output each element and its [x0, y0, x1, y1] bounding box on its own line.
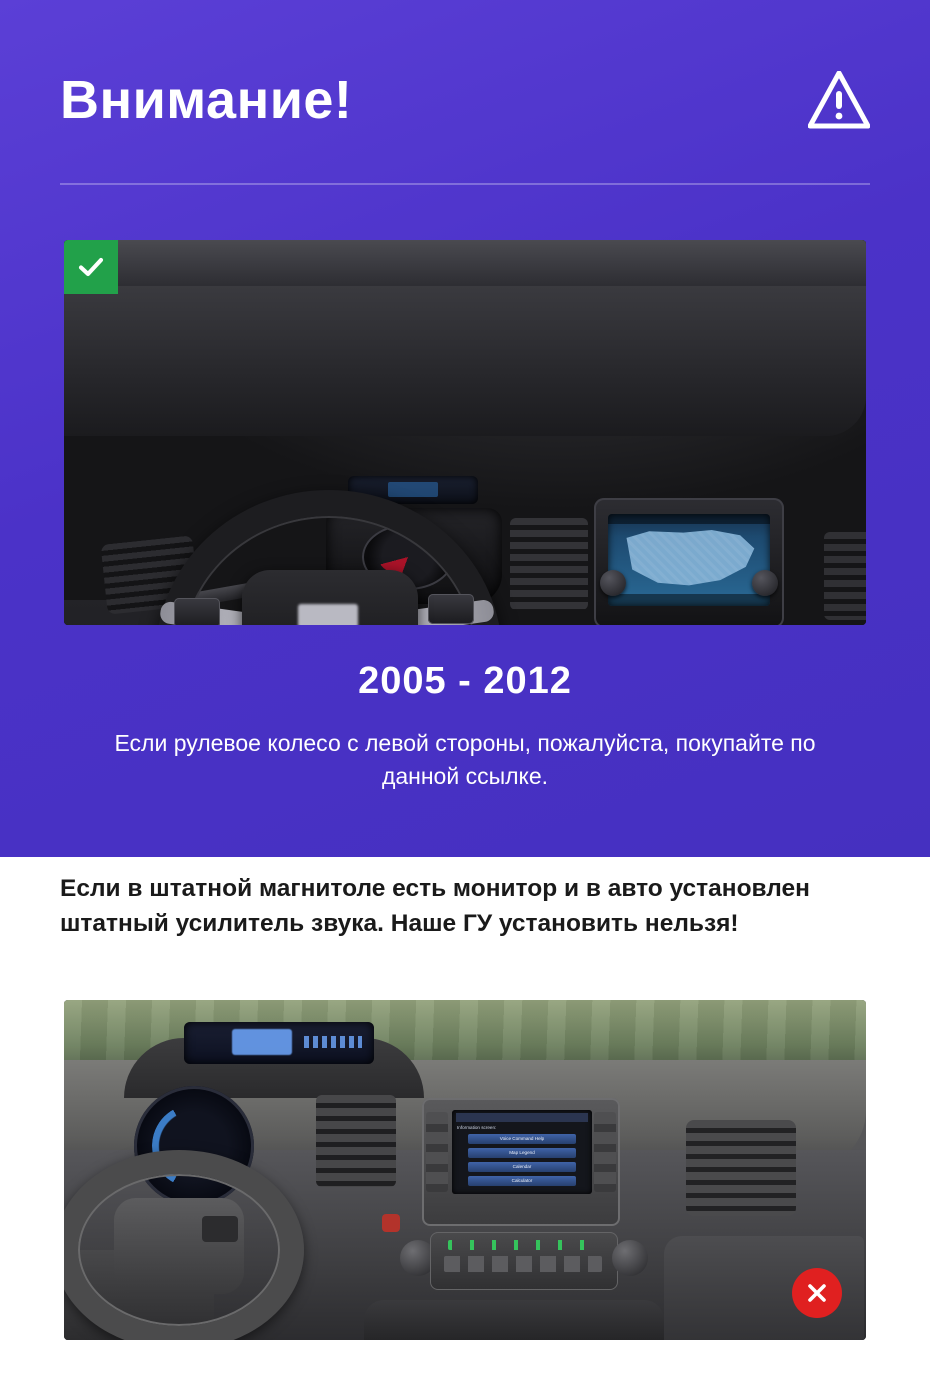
information-screen-row: Calendar	[468, 1162, 576, 1172]
head-unit-buttons-right	[594, 1112, 616, 1192]
air-vent-center-icon	[316, 1095, 396, 1187]
head-unit-knob-left	[600, 570, 626, 596]
factory-head-unit-with-monitor	[422, 1098, 620, 1226]
status-badge-not-allowed	[792, 1268, 842, 1318]
air-vent-center-icon	[510, 518, 588, 610]
information-screen-title: Information screen:	[457, 1125, 497, 1130]
brand-badge	[298, 604, 358, 625]
photo-incompatible-interior	[64, 1000, 866, 1340]
photo-correct-interior	[64, 240, 866, 625]
information-screen-row: Calculator	[468, 1176, 576, 1186]
steering-wheel-left-hand-drive	[156, 490, 502, 625]
model-years-label: 2005 - 2012	[358, 660, 572, 702]
steering-button	[202, 1216, 238, 1242]
hero-header	[60, 52, 870, 147]
status-badge-ok	[64, 240, 118, 294]
warning-note-text: Если в штатной магнитоле есть монитор и в авто установлен штатный усилитель звука. Наше ГУ установить нельзя!	[60, 875, 810, 937]
steering-button-right	[428, 594, 474, 624]
interior-illustration-light	[64, 1000, 866, 1340]
page-title: Внимание!	[60, 69, 353, 130]
cross-mark-icon	[805, 1281, 829, 1305]
hero-subtitle: Если рулевое колесо с левой стороны, пожалуйста, покупайте по данной ссылке.	[114, 730, 816, 790]
information-screen-row: Voice Command Help	[468, 1134, 576, 1144]
hazard-light-button	[382, 1214, 400, 1232]
head-unit-buttons-left	[426, 1112, 448, 1192]
head-unit-knob-right	[752, 570, 778, 596]
climate-control-panel	[430, 1232, 618, 1290]
digital-speedometer	[184, 1022, 374, 1064]
hero-divider	[60, 183, 870, 185]
check-mark-icon	[76, 252, 106, 282]
center-console	[364, 1300, 664, 1340]
navigation-screen	[608, 514, 770, 606]
information-screen	[452, 1110, 592, 1194]
factory-head-unit	[594, 498, 784, 625]
interior-illustration-dark	[64, 240, 866, 625]
warning-triangle-icon	[808, 71, 870, 129]
steering-button-left	[174, 598, 220, 625]
steering-wheel-left-hand-drive	[64, 1150, 304, 1340]
information-screen-row: Map Legend	[468, 1148, 576, 1158]
map-graphic	[618, 526, 760, 592]
climate-knob-right	[612, 1240, 648, 1276]
air-vent-right-icon	[686, 1120, 796, 1216]
air-vent-right-icon	[824, 532, 866, 620]
